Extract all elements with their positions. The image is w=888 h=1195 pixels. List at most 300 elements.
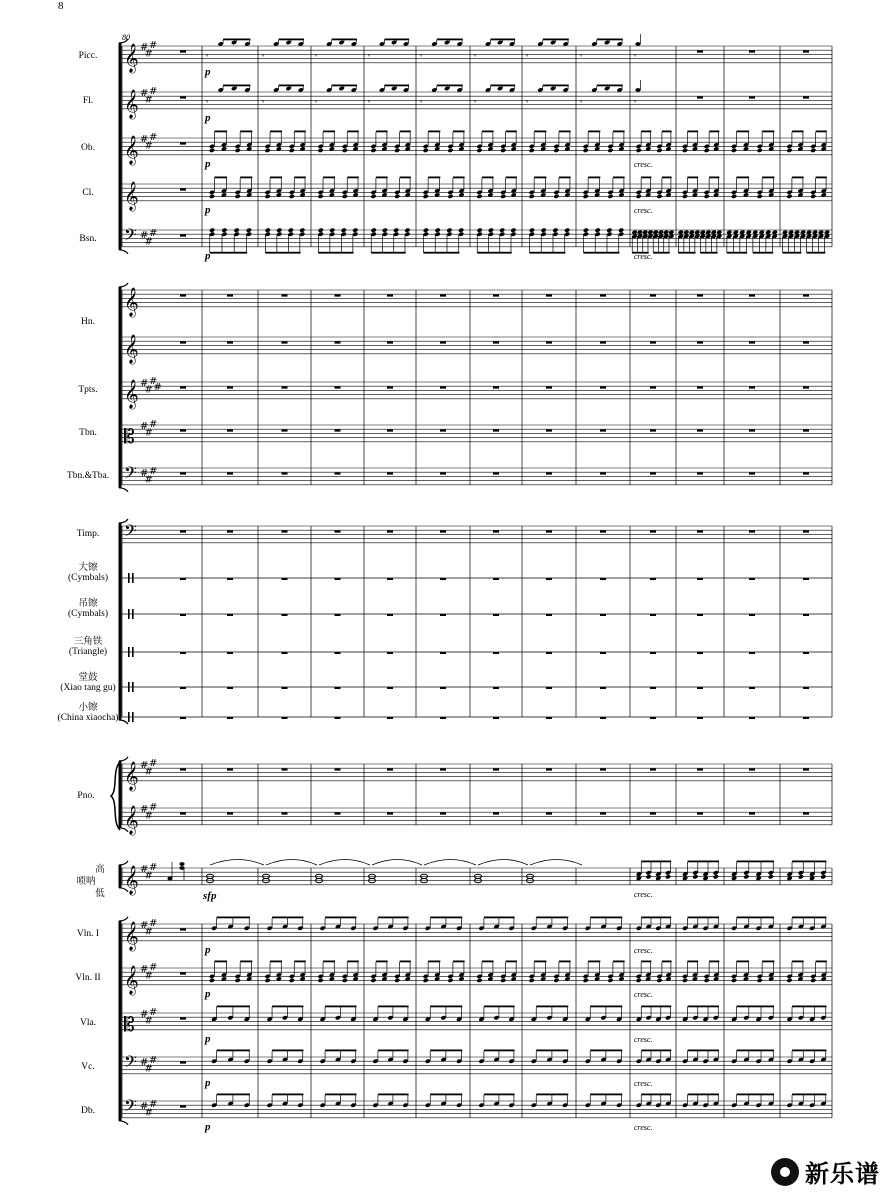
sharp-icon: #	[140, 760, 149, 771]
treble-clef-icon: 𝄞	[124, 42, 139, 72]
rest	[387, 813, 393, 815]
beam	[590, 1094, 622, 1096]
beam	[534, 177, 546, 179]
sharp-icon: #	[144, 766, 153, 778]
dynamic-p: p	[205, 1120, 211, 1133]
note-head	[423, 978, 429, 983]
beam	[588, 131, 600, 133]
rest	[546, 769, 552, 771]
rest	[803, 813, 809, 815]
sharp-icon: #	[144, 427, 153, 439]
note-head	[731, 978, 737, 983]
bass-clef-icon: 𝄢	[124, 462, 137, 487]
rest	[180, 813, 186, 815]
note-head	[329, 228, 335, 233]
sharp-icon: #	[144, 140, 153, 152]
rest	[282, 387, 288, 389]
beam	[453, 961, 465, 963]
site-logo[interactable]	[771, 1154, 880, 1189]
note-head	[393, 228, 399, 233]
rest	[335, 769, 341, 771]
note-head	[209, 228, 215, 233]
rest	[493, 687, 499, 689]
note-head	[636, 148, 642, 153]
rest	[282, 717, 288, 719]
instrument-name: Vln. I	[76, 929, 100, 939]
rest	[180, 531, 186, 533]
instrument-name: Vla.	[79, 1018, 97, 1028]
sharp-icon: #	[140, 134, 149, 145]
tie	[372, 860, 422, 866]
rest	[697, 813, 703, 815]
dynamic-p: p	[205, 65, 211, 78]
note-head	[342, 194, 348, 199]
instrument-name: 堂鼓	[78, 673, 98, 683]
sharp-icon: #	[149, 861, 158, 873]
note-head	[583, 228, 589, 233]
note-head	[713, 874, 719, 879]
beam	[700, 252, 717, 254]
beam	[214, 961, 227, 963]
rest	[440, 813, 446, 815]
rest	[282, 295, 288, 297]
music-disc-icon	[771, 1158, 799, 1186]
rest	[387, 531, 393, 533]
rest	[493, 387, 499, 389]
rest	[650, 387, 656, 389]
note-head	[665, 874, 671, 879]
note-head	[682, 978, 688, 983]
sharp-icon: #	[144, 48, 153, 60]
note-head	[798, 874, 804, 879]
instrument-name: Timp.	[76, 529, 100, 539]
beam	[807, 252, 826, 254]
rest	[440, 295, 446, 297]
rest	[335, 295, 341, 297]
rest	[387, 295, 393, 297]
beam	[687, 177, 698, 179]
dynamic-cresc: cresc.	[634, 205, 653, 215]
note-head	[529, 228, 535, 233]
sharp-icon: #	[149, 85, 158, 97]
treble-clef-icon: 𝄞	[124, 333, 139, 363]
beam	[490, 85, 515, 87]
instrument-name: 小镲	[78, 703, 98, 713]
rest	[697, 51, 703, 53]
rest	[440, 430, 446, 432]
rest	[546, 578, 552, 580]
rest	[600, 769, 606, 771]
tie	[530, 860, 582, 866]
percussion-clef-icon	[128, 712, 130, 722]
note-head	[583, 194, 589, 199]
rest	[282, 531, 288, 533]
dynamic-p: p	[205, 943, 211, 956]
rest	[546, 430, 552, 432]
rest	[493, 473, 499, 475]
beam	[482, 177, 494, 179]
rest	[180, 717, 186, 719]
beam	[423, 252, 459, 254]
note-head	[299, 228, 305, 233]
beam	[506, 131, 517, 133]
rest	[697, 387, 703, 389]
percussion-clef-icon	[132, 712, 134, 722]
bass-clef-icon: 𝄢	[124, 520, 137, 545]
measure-number: 80	[122, 33, 130, 42]
beam	[678, 252, 695, 254]
beam	[400, 177, 411, 179]
tie	[319, 860, 370, 866]
sharp-icon: #	[149, 757, 158, 769]
beam	[737, 1006, 774, 1008]
sharp-icon: #	[149, 961, 158, 973]
note-head	[209, 978, 215, 983]
rest	[227, 578, 233, 580]
note-head	[541, 228, 547, 233]
instrument-name-en: (Cymbals)	[67, 573, 109, 583]
sharp-icon: #	[149, 1006, 158, 1018]
rest	[387, 387, 393, 389]
rest	[387, 717, 393, 719]
note-head	[423, 228, 429, 233]
note-head	[820, 874, 826, 879]
beam	[709, 131, 719, 133]
beam	[279, 39, 304, 41]
rest	[440, 687, 446, 689]
beam	[384, 85, 409, 87]
rest	[282, 473, 288, 475]
note-head	[500, 148, 506, 153]
rest	[227, 342, 233, 344]
rest	[180, 687, 186, 689]
rest	[546, 652, 552, 654]
note-head	[553, 194, 559, 199]
beam	[378, 1094, 409, 1096]
rest	[600, 687, 606, 689]
note-head	[342, 148, 348, 153]
instrument-name: Pno.	[77, 791, 95, 801]
note-head	[370, 148, 376, 153]
rest	[803, 295, 809, 297]
sharp-icon: #	[144, 384, 153, 396]
rest	[697, 578, 703, 580]
rest	[227, 687, 233, 689]
beam	[484, 917, 515, 919]
beam	[762, 131, 774, 133]
note-head	[289, 148, 295, 153]
sharp-icon: #	[149, 801, 158, 813]
rest	[335, 717, 341, 719]
rest	[180, 973, 186, 975]
instrument-name: 唢呐	[76, 877, 96, 887]
rest	[546, 531, 552, 533]
sharp-icon: #	[144, 94, 153, 106]
rest	[493, 531, 499, 533]
rest	[440, 473, 446, 475]
rest	[749, 387, 755, 389]
treble-clef-icon: 𝄞	[124, 286, 139, 316]
page-number: 8	[58, 0, 64, 12]
instrument-name: Ob.	[81, 143, 95, 153]
dynamic-cresc: cresc.	[634, 251, 653, 261]
rest	[227, 473, 233, 475]
rest	[387, 769, 393, 771]
note-head	[435, 228, 441, 233]
note-head	[757, 194, 763, 199]
note-head	[646, 874, 652, 879]
rest	[387, 687, 393, 689]
eighth-rest-icon: 𝄾	[368, 51, 371, 61]
rest	[803, 717, 809, 719]
beam	[325, 917, 356, 919]
note-head	[235, 978, 241, 983]
tie	[478, 860, 528, 866]
note-head	[318, 148, 324, 153]
dynamic-p: p	[205, 249, 211, 262]
rest	[440, 769, 446, 771]
beam	[437, 85, 463, 87]
beam	[641, 1050, 671, 1052]
rest	[335, 652, 341, 654]
rest	[493, 430, 499, 432]
rest	[803, 473, 809, 475]
beam	[536, 1050, 568, 1052]
beam	[559, 961, 571, 963]
rest	[282, 687, 288, 689]
eighth-rest-icon: 𝄾	[262, 51, 265, 61]
rest	[600, 342, 606, 344]
dynamic-p: p	[205, 157, 211, 170]
rest	[650, 614, 656, 616]
note-head	[583, 978, 589, 983]
beam	[210, 252, 247, 254]
beam	[371, 252, 405, 254]
note-head	[318, 978, 324, 983]
beam	[792, 131, 804, 133]
percussion-clef-icon	[132, 682, 134, 692]
instrument-name: Tbn.&Tba.	[66, 471, 110, 481]
rest	[546, 342, 552, 344]
beam	[688, 1050, 719, 1052]
beam	[641, 917, 671, 919]
bracket-hook	[119, 1121, 128, 1125]
rest	[546, 687, 552, 689]
beam	[583, 252, 619, 254]
rest	[650, 717, 656, 719]
beam	[736, 961, 749, 963]
rest	[803, 97, 809, 99]
beam	[223, 85, 250, 87]
rest	[749, 578, 755, 580]
tie	[424, 860, 476, 866]
note-head	[607, 978, 613, 983]
rest	[600, 387, 606, 389]
note-head	[618, 228, 624, 233]
bass-clef-icon: 𝄢	[124, 1095, 137, 1120]
sharp-icon: #	[149, 418, 158, 430]
note-head	[318, 228, 324, 233]
beam	[534, 961, 546, 963]
rest	[493, 578, 499, 580]
beam	[737, 1094, 774, 1096]
rest	[650, 295, 656, 297]
sharp-icon: #	[140, 1057, 149, 1069]
rest	[803, 51, 809, 53]
beam	[736, 131, 749, 133]
rest	[803, 342, 809, 344]
instrument-name: Cl.	[82, 188, 94, 198]
rest	[180, 929, 186, 931]
beam	[653, 252, 669, 254]
rest	[282, 769, 288, 771]
beam	[641, 1094, 671, 1096]
sharp-icon: #	[140, 230, 149, 242]
note-head	[595, 228, 601, 233]
dynamic-cresc: cresc.	[634, 889, 653, 899]
note-head	[289, 978, 295, 983]
rest	[180, 1106, 186, 1108]
beam	[536, 1094, 568, 1096]
note-head	[235, 194, 241, 199]
note-head	[552, 228, 558, 233]
rest	[387, 430, 393, 432]
instrument-name-en: (Xiao tang gu)	[60, 683, 116, 693]
beam	[559, 177, 571, 179]
bracket-hook	[119, 720, 128, 724]
sharp-icon: #	[144, 970, 153, 982]
note-head	[447, 978, 453, 983]
dynamic-cresc: cresc.	[634, 1034, 653, 1044]
beam	[272, 1050, 303, 1052]
beam	[378, 1006, 409, 1008]
beam	[217, 917, 250, 919]
rest	[227, 652, 233, 654]
note-head	[607, 194, 613, 199]
rest	[600, 295, 606, 297]
beam	[325, 1094, 356, 1096]
rest	[180, 614, 186, 616]
beam	[430, 917, 462, 919]
beam	[376, 131, 388, 133]
rest	[335, 578, 341, 580]
eighth-rest-icon: 𝄾	[474, 97, 477, 107]
rest	[335, 531, 341, 533]
beam	[323, 961, 335, 963]
rest	[600, 531, 606, 533]
eighth-rest-icon: 𝄾	[526, 97, 529, 107]
bass-clef-icon: 𝄢	[124, 224, 137, 249]
beam	[384, 39, 409, 41]
note-head	[265, 978, 271, 983]
beam	[816, 177, 827, 179]
rest	[335, 813, 341, 815]
sharp-icon: #	[140, 864, 149, 875]
sharp-icon: #	[144, 1063, 153, 1075]
beam	[736, 177, 749, 179]
instrument-name: Hn.	[81, 317, 95, 327]
note-head	[246, 228, 252, 233]
dynamic-p: p	[205, 111, 211, 124]
rest	[600, 614, 606, 616]
note-head	[234, 228, 240, 233]
note-head	[289, 194, 295, 199]
note-head	[786, 194, 792, 199]
beam	[294, 961, 305, 963]
beam	[484, 1050, 515, 1052]
beam	[347, 131, 358, 133]
beam	[559, 131, 571, 133]
beam	[792, 1006, 826, 1008]
eighth-rest-icon: 𝄾	[526, 51, 529, 61]
bracket-hook	[119, 250, 128, 254]
instrument-name-en: (Triangle)	[68, 647, 108, 657]
beam	[376, 961, 388, 963]
dynamic-cresc: cresc.	[634, 1122, 653, 1132]
rest	[650, 652, 656, 654]
note-head	[500, 194, 506, 199]
rest	[180, 295, 186, 297]
note-head	[476, 978, 482, 983]
beam	[688, 861, 719, 863]
eighth-rest-icon: 𝄾	[206, 51, 209, 61]
note-head	[382, 228, 388, 233]
beam	[428, 131, 440, 133]
beam	[688, 917, 719, 919]
rest	[387, 578, 393, 580]
rest	[749, 51, 755, 53]
beam	[753, 252, 773, 254]
beam	[430, 1094, 462, 1096]
sharp-icon: #	[149, 39, 158, 51]
beam	[613, 131, 625, 133]
beam	[347, 961, 358, 963]
rest	[180, 1018, 186, 1020]
rest	[180, 1062, 186, 1064]
rest	[546, 813, 552, 815]
note-head	[265, 228, 271, 233]
beam	[792, 861, 826, 863]
beam	[506, 177, 517, 179]
eighth-rest-icon: 𝄾	[315, 97, 318, 107]
tie	[266, 860, 317, 866]
percussion-clef-icon	[132, 647, 134, 657]
rest	[440, 531, 446, 533]
bass-clef-icon: 𝄢	[124, 1051, 137, 1076]
eighth-rest-icon: 𝄾	[420, 97, 423, 107]
beam	[294, 131, 305, 133]
sharp-icon: #	[144, 926, 153, 938]
note-head	[179, 862, 184, 866]
sharp-icon: #	[144, 870, 153, 882]
sharp-icon: #	[140, 88, 149, 99]
rest	[697, 614, 703, 616]
rest	[493, 717, 499, 719]
rest	[697, 687, 703, 689]
note-head	[704, 148, 710, 153]
rest	[180, 387, 186, 389]
rest	[697, 531, 703, 533]
beam	[590, 1050, 622, 1052]
instrument-name: Db.	[81, 1106, 95, 1116]
beam	[223, 39, 250, 41]
sharp-icon: #	[149, 1055, 158, 1067]
rest	[803, 531, 809, 533]
rest	[180, 578, 186, 580]
rest	[180, 189, 186, 191]
rest	[493, 769, 499, 771]
beam	[323, 131, 335, 133]
